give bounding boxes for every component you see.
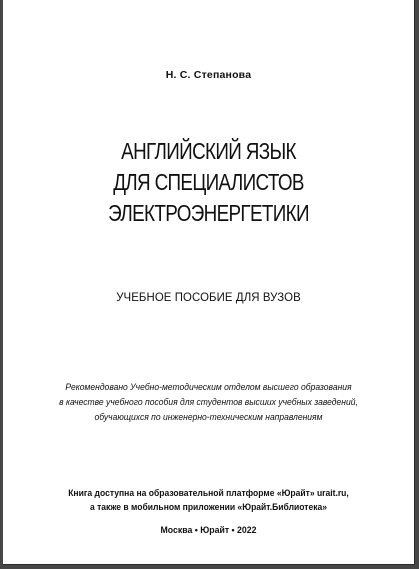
book-title-line: АНГЛИЙСКИЙ ЯЗЫК: [121, 138, 296, 164]
availability-note: [3, 487, 414, 515]
book-title-line: ЭЛЕКТРОЭНЕРГЕТИКИ: [108, 200, 309, 226]
book-title: [3, 136, 414, 229]
book-subtitle: УЧЕБНОЕ ПОСОБИЕ ДЛЯ ВУЗОВ: [116, 290, 301, 304]
book-title-line: ДЛЯ СПЕЦИАЛИСТОВ: [113, 169, 304, 195]
availability-line: Книга доступна на образовательной платформе «Юрайт» urait.ru,: [68, 488, 349, 499]
title-page: [3, 0, 415, 565]
recommendation-note: [3, 380, 414, 425]
recommendation-line: обучающихся по инженерно-техническим направлениям: [94, 412, 323, 423]
author-name: Н. С. Степанова: [165, 69, 252, 81]
availability-line: а также в мобильном приложении «Юрайт.Библиотека»: [89, 502, 328, 513]
recommendation-line: Рекомендовано Учебно-методическим отделом высшего образования: [65, 382, 352, 393]
publisher-imprint: Москва • Юрайт • 2022: [160, 525, 257, 536]
recommendation-line: в качестве учебного пособия для студентов высших учебных заведений,: [59, 397, 358, 408]
